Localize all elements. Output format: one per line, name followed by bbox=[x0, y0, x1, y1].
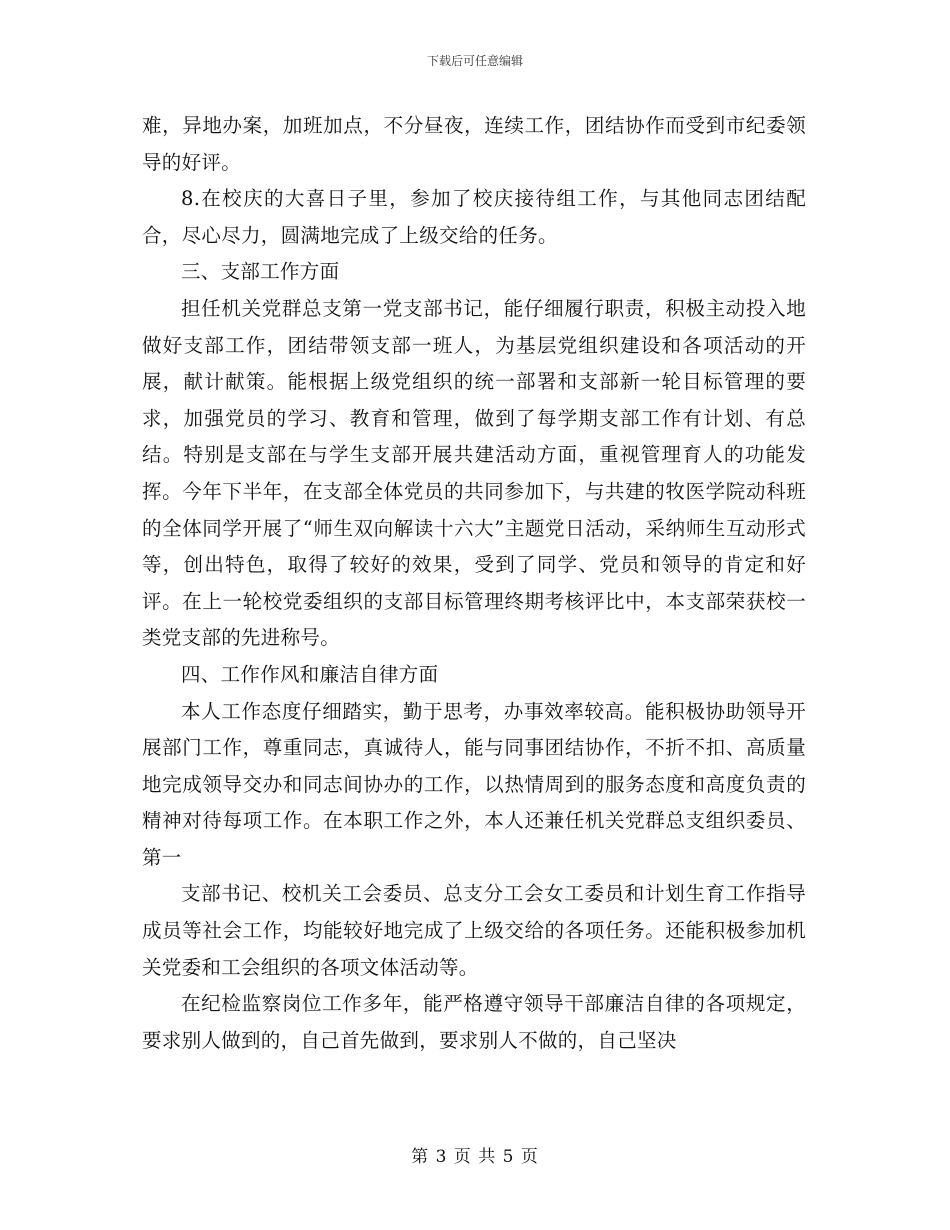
paragraph: 担任机关党群总支第一党支部书记，能仔细履行职责，积极主动投入地做好支部工作，团结带领支部一班人，为基层党组织建设和各项活动的开展，献计献策。能根据上级党组织的统一部署和支部新一轮目标管理的要求，加强党员的学习、教育和管理，做到了每学期支部工作有计划、有总结。特别是支部在与学生支部开展共建活动方面，重视管理育人的功能发挥。今年下半年，在支部全体党员的共同参加下，与共建的牧医学院动科班的全体同学开展了“师生双向解读十六大”主题党日活动，采纳师生互动形式等，创出特色，取得了较好的效果，受到了同学、党员和领导的肯定和好评。在上一轮校党委组织的支部目标管理终期考核评比中，本支部荣获校一类党支部的先进称号。 bbox=[142, 296, 806, 650]
page-header: 下载后可任意编辑 bbox=[426, 54, 523, 68]
paragraph: 在纪检监察岗位工作多年，能严格遵守领导干部廉洁自律的各项规定，要求别人做到的，自己首先做到，要求别人不做的，自己坚决 bbox=[142, 992, 806, 1052]
section-heading: 四、工作作风和廉洁自律方面 bbox=[181, 662, 439, 686]
document-body bbox=[142, 108, 806, 1059]
paragraph: 8.在校庆的大喜日子里，参加了校庆接待组工作，与其他同志团结配合，尽心尽力，圆满地完成了上级交给的任务。 bbox=[142, 187, 806, 247]
paragraph: 支部书记、校机关工会委员、总支分工会女工委员和计划生育工作指导成员等社会工作，均能较好地完成了上级交给的各项任务。还能积极参加机关党委和工会组织的各项文体活动等。 bbox=[142, 882, 806, 979]
paragraph: 本人工作态度仔细踏实，勤于思考，办事效率较高。能积极协助领导开展部门工作，尊重同志，真诚待人，能与同事团结协作，不折不扣、高质量地完成领导交办和同志间协办的工作，以热情周到的服务态度和高度负责的精神对待每项工作。在本职工作之外，本人还兼任机关党群总支组织委员、第一 bbox=[142, 699, 806, 869]
page-number: 第 3 页 共 5 页 bbox=[411, 1147, 539, 1167]
section-heading: 三、支部工作方面 bbox=[181, 260, 340, 284]
paragraph: 难，异地办案，加班加点，不分昼夜，连续工作，团结协作而受到市纪委领导的好评。 bbox=[142, 114, 806, 174]
